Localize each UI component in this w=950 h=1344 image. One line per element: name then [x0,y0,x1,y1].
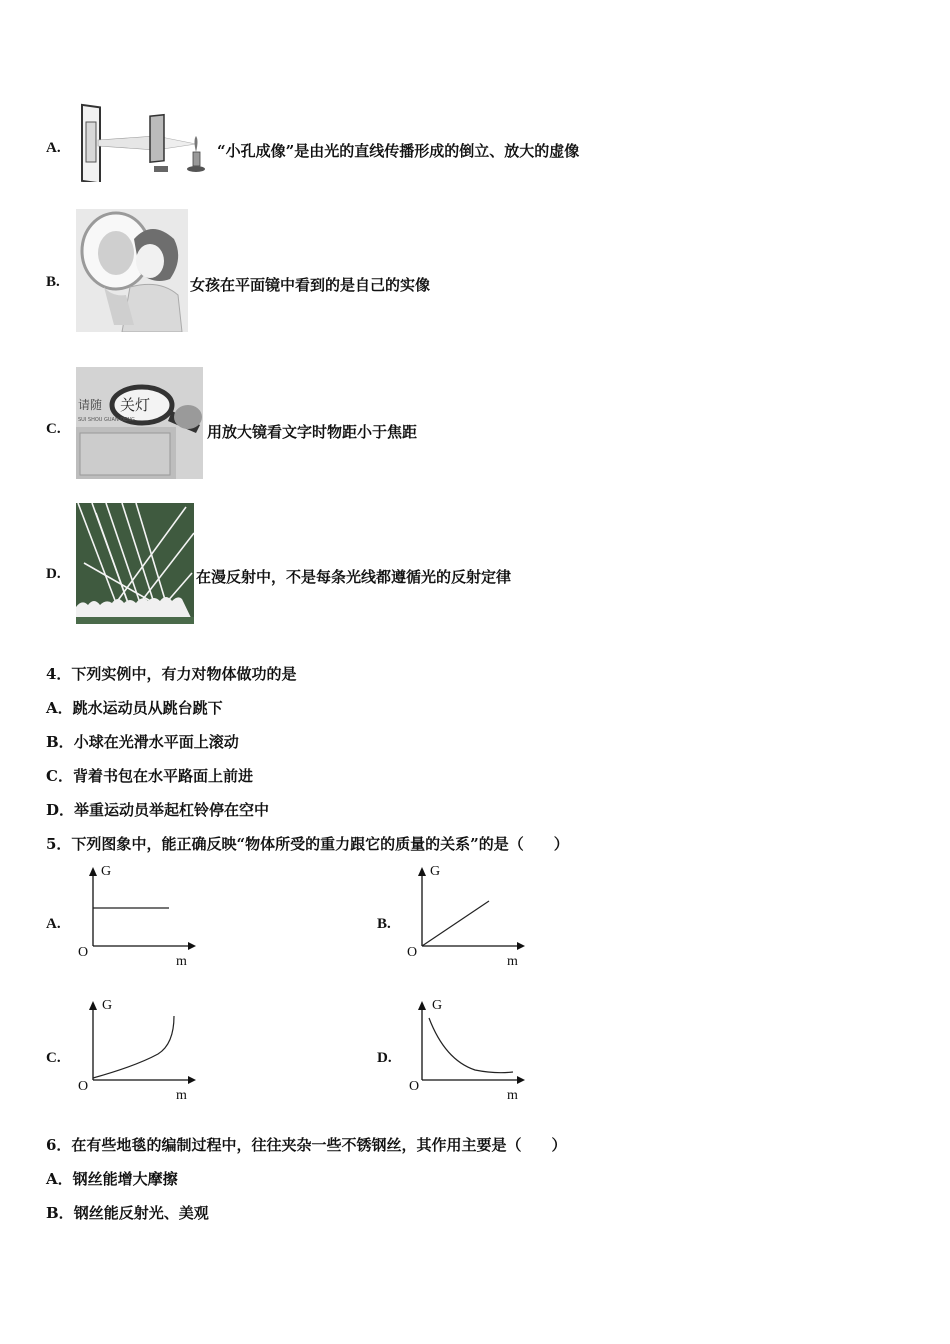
graph-c [76,998,198,1104]
x-axis-label: m [176,1088,187,1103]
question-4-option-c: C．背着书包在水平路面上前进 [46,767,253,785]
y-axis-label: G [102,998,113,1013]
option-label: A. [46,140,61,156]
x-axis-label: m [507,954,518,969]
y-axis-label: G [101,864,112,879]
option-label: D. [46,566,61,582]
x-axis-label: m [176,954,187,969]
x-axis-label: m [507,1088,518,1103]
option-text: “小孔成像”是由光的直线传播形成的倒立、放大的虚像 [217,142,580,160]
question-5-stem: 5．下列图象中，能正确反映“物体所受的重力跟它的质量的关系”的是（ ） [46,835,569,853]
option-text: 用放大镜看文字时物距小于焦距 [207,423,418,441]
option-text: 女孩在平面镜中看到的是自己的实像 [190,276,431,294]
magnifier-image [76,367,203,479]
y-axis-label: G [430,864,441,879]
origin-label: O [78,1079,89,1094]
origin-label: O [409,1079,420,1094]
graph-label: A. [46,916,61,932]
girl-mirror-image [76,209,188,332]
question-4-option-b: B．小球在光滑水平面上滚动 [46,733,239,751]
option-label: C. [46,421,61,437]
sign-text-small: SUI SHOU GUAN DENG [78,417,135,423]
question-6-option-b: B．钢丝能反射光、美观 [46,1204,209,1222]
origin-label: O [78,945,89,960]
question-6-option-a: A．钢丝能增大摩擦 [46,1170,178,1188]
graph-b [405,864,527,970]
option-label: B. [46,274,60,290]
graph-label: B. [377,916,391,932]
question-4-option-a: A．跳水运动员从跳台跳下 [46,699,223,717]
graph-d [405,998,527,1104]
origin-label: O [407,945,418,960]
graph-a [76,864,198,970]
diffuse-reflection-image [76,503,194,624]
question-6-stem: 6．在有些地毯的编制过程中，往往夹杂一些不锈钢丝，其作用主要是（ ） [46,1136,567,1154]
question-4-stem: 4．下列实例中，有力对物体做功的是 [46,665,297,683]
graph-label: C. [46,1050,61,1066]
option-text: 在漫反射中，不是每条光线都遵循光的反射定律 [196,568,512,586]
pinhole-camera-image [76,100,216,182]
graph-label: D. [377,1050,392,1066]
question-4-option-d: D．举重运动员举起杠铃停在空中 [46,801,270,819]
sign-text-lens: 关灯 [120,396,151,414]
y-axis-label: G [432,998,443,1013]
sign-text-left: 请随 [78,398,103,412]
